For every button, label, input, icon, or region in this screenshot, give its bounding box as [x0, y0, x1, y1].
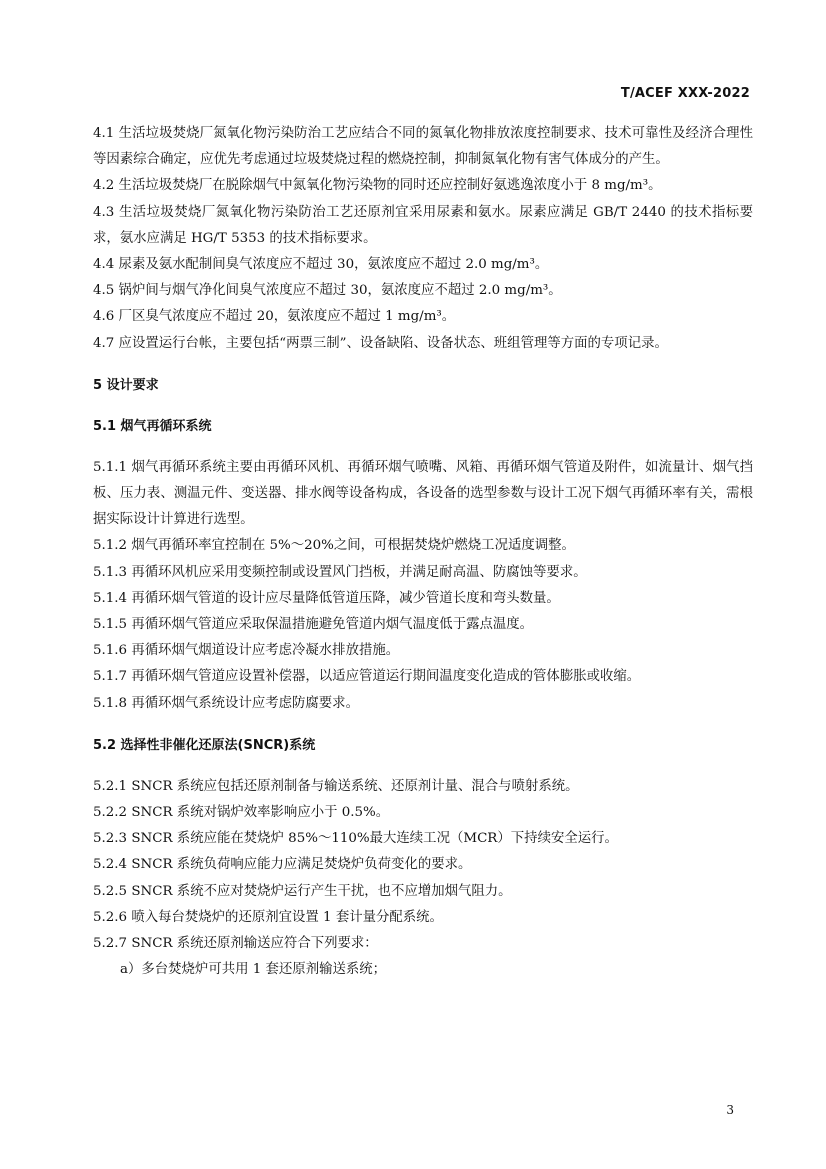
- document-body: [93, 121, 753, 983]
- clause-5-2-5: 5.2.5 SNCR 系统不应对焚烧炉运行产生干扰，也不应增加烟气阻力。: [93, 883, 512, 899]
- clause-5-1-4: 5.1.4 再循环烟气管道的设计应尽量降低管道压降，减少管道长度和弯头数量。: [93, 590, 560, 606]
- section-5-heading: 5 设计要求: [93, 377, 159, 393]
- section-5-2-clauses: [93, 774, 753, 984]
- clause-5-2-2: 5.2.2 SNCR 系统对锅炉效率影响应小于 0.5%。: [93, 805, 390, 821]
- list-item-a: a）多台焚烧炉可共用 1 套还原剂输送系统；: [120, 962, 387, 978]
- section-4-clauses: [93, 121, 753, 357]
- clause-4-4: 4.4 尿素及氨水配制间臭气浓度应不超过 30，氨浓度应不超过 2.0 mg/m³。: [93, 257, 549, 273]
- clause-4-7: 4.7 应设置运行台帐，主要包括“两票三制”、设备缺陷、设备状态、班组管理等方面的专项记录。: [93, 335, 668, 351]
- clause-5-1-6: 5.1.6 再循环烟气烟道设计应考虑冷凝水排放措施。: [93, 643, 400, 659]
- clause-4-6: 4.6 厂区臭气浓度应不超过 20，氨浓度应不超过 1 mg/m³。: [93, 309, 456, 325]
- clause-5-2-3: 5.2.3 SNCR 系统应能在焚烧炉 85%～110%最大连续工况（MCR）下持续安全运行。: [93, 831, 618, 847]
- clause-5-1-1: 5.1.1 烟气再循环系统主要由再循环风机、再循环烟气喷嘴、风箱、再循环烟气管道及附件，如流量计、烟气挡板、压力表、测温元件、变送器、排水阀等设备构成，各设备的选型参数与设计工况下烟气再循环率有关，需根据实际设计计算进行选型。: [93, 459, 753, 528]
- clause-5-2-4: 5.2.4 SNCR 系统负荷响应能力应满足焚烧炉负荷变化的要求。: [93, 857, 472, 873]
- clause-5-1-2: 5.1.2 烟气再循环率宜控制在 5%～20%之间，可根据焚烧炉燃烧工况适度调整。: [93, 538, 575, 554]
- page-number: 3: [726, 1103, 734, 1117]
- clause-5-1-3: 5.1.3 再循环风机应采用变频控制或设置风门挡板，并满足耐高温、防腐蚀等要求。: [93, 564, 587, 580]
- clause-5-1-7: 5.1.7 再循环烟气管道应设置补偿器，以适应管道运行期间温度变化造成的管体膨胀或收缩。: [93, 669, 641, 685]
- clause-4-3: 4.3 生活垃圾焚烧厂氮氧化物污染防治工艺还原剂宜采用尿素和氨水。尿素应满足 GB/T 2440 的技术指标要求，氨水应满足 HG/T 5353 的技术指标要求。: [93, 204, 753, 246]
- section-5-1-clauses: [93, 455, 753, 717]
- document-id-header: T/ACEF XXX-2022: [620, 86, 750, 101]
- clause-5-2-7: 5.2.7 SNCR 系统还原剂输送应符合下列要求：: [93, 936, 378, 952]
- section-5-2-heading: 5.2 选择性非催化还原法(SNCR)系统: [93, 737, 316, 753]
- clause-5-2-6: 5.2.6 喷入每台焚烧炉的还原剂宜设置 1 套计量分配系统。: [93, 909, 443, 925]
- clause-5-1-5: 5.1.5 再循环烟气管道应采取保温措施避免管道内烟气温度低于露点温度。: [93, 617, 534, 633]
- clause-5-2-1: 5.2.1 SNCR 系统应包括还原剂制备与输送系统、还原剂计量、混合与喷射系统。: [93, 778, 579, 794]
- clause-4-5: 4.5 锅炉间与烟气净化间臭气浓度应不超过 30，氨浓度应不超过 2.0 mg/m³。: [93, 283, 562, 299]
- clause-5-1-8: 5.1.8 再循环烟气系统设计应考虑防腐要求。: [93, 695, 359, 711]
- clause-4-2: 4.2 生活垃圾焚烧厂在脱除烟气中氮氧化物污染物的同时还应控制好氨逃逸浓度小于 8 mg/m³。: [93, 178, 662, 194]
- section-5-1-heading: 5.1 烟气再循环系统: [93, 418, 212, 434]
- clause-4-1: 4.1 生活垃圾焚烧厂氮氧化物污染防治工艺应结合不同的氮氧化物排放浓度控制要求、技术可靠性及经济合理性等因素综合确定，应优先考虑通过垃圾焚烧过程的燃烧控制，抑制氮氧化物有害气体成分的产生。: [93, 126, 753, 168]
